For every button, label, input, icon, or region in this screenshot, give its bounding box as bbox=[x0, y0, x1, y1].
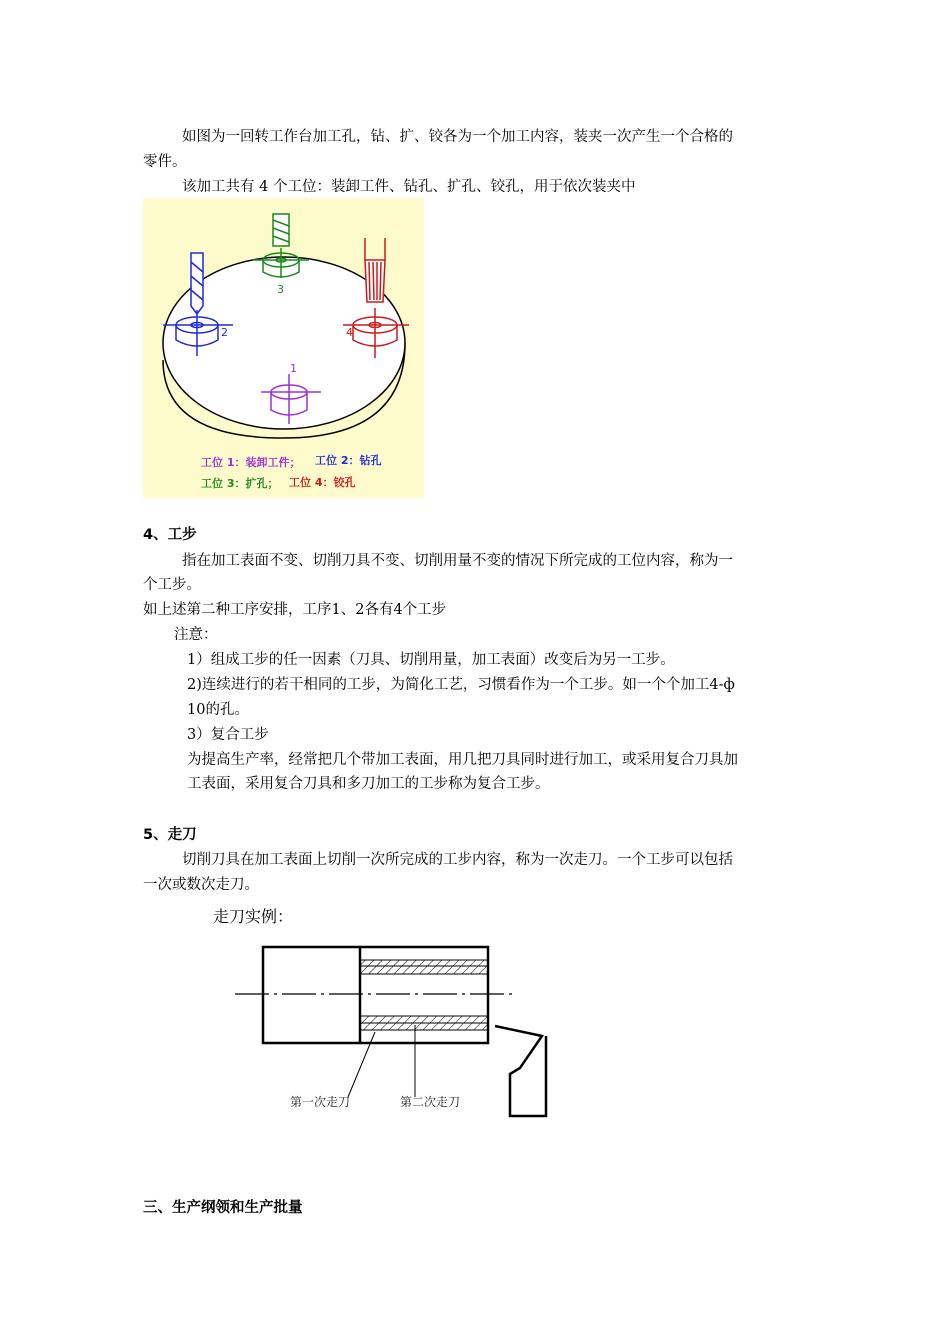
pass-label-2: 第二次走刀 bbox=[400, 1095, 461, 1109]
station-4-number: 4 bbox=[346, 326, 353, 339]
section-4-item2-line2: 10的孔。 bbox=[187, 702, 249, 718]
station-2-number: 2 bbox=[221, 326, 228, 339]
caption-station-1: 工位 1：装卸工件； bbox=[201, 456, 301, 469]
pass-label-1: 第一次走刀 bbox=[290, 1095, 351, 1109]
section-three-heading: 三、生产纲领和生产批量 bbox=[143, 1200, 303, 1216]
section-4-item2-line1: 2)连续进行的若干相同的工步，为简化工艺，习惯看作为一个工步。如一个个加工4-ф bbox=[187, 677, 735, 693]
station-3-number: 3 bbox=[277, 283, 284, 296]
section-4-p1-line1: 指在加工表面不变、切削刀具不变、切削用量不变的情况下所完成的工位内容，称为一 bbox=[182, 553, 733, 569]
section-5-p1-line2: 一次或数次走刀。 bbox=[143, 877, 259, 893]
section-4-heading: 4、工步 bbox=[143, 527, 197, 543]
section-4-item3-desc-line2: 工表面，采用复合刀具和多刀加工的工步称为复合工步。 bbox=[187, 776, 550, 792]
caption-station-4: 工位 4：铰孔 bbox=[289, 476, 356, 489]
section-4-note: 注意： bbox=[174, 627, 218, 643]
rotary-table-drawing bbox=[143, 198, 424, 498]
intro-line-2: 零件。 bbox=[143, 154, 187, 170]
section-5-p1-line1: 切削刀具在加工表面上切削一次所完成的工步内容，称为一次走刀。一个工步可以包括 bbox=[182, 852, 733, 868]
caption-station-3: 工位 3：扩孔； bbox=[201, 477, 279, 490]
section-4-p1-line2: 个工步。 bbox=[143, 577, 201, 593]
section-4-item3: 3）复合工步 bbox=[187, 727, 269, 743]
caption-station-2: 工位 2：钻孔 bbox=[315, 454, 382, 467]
intro-line-3: 该加工共有 4 个工位：装卸工件、钻孔、扩孔、铰孔，用于依次装夹中 bbox=[182, 179, 636, 195]
intro-line-1: 如图为一回转工作台加工孔，钻、扩、铰各为一个加工内容，装夹一次产生一个合格的 bbox=[182, 129, 733, 145]
cutting-pass-drawing bbox=[230, 900, 560, 1130]
section-5-heading: 5、走刀 bbox=[143, 827, 197, 843]
section-4-item3-desc-line1: 为提高生产率，经常把几个带加工表面，用几把刀具同时进行加工，或采用复合刀具加 bbox=[187, 752, 738, 768]
rotary-table-figure bbox=[143, 198, 424, 498]
figure-2-title: 走刀实例： bbox=[213, 907, 294, 926]
section-4-item1: 1）组成工步的任一因素（刀具、切削用量，加工表面）改变后为另一工步。 bbox=[187, 652, 675, 668]
section-4-p2: 如上述第二种工序安排，工序1、2各有4个工步 bbox=[143, 602, 447, 618]
station-1-number: 1 bbox=[290, 362, 297, 375]
